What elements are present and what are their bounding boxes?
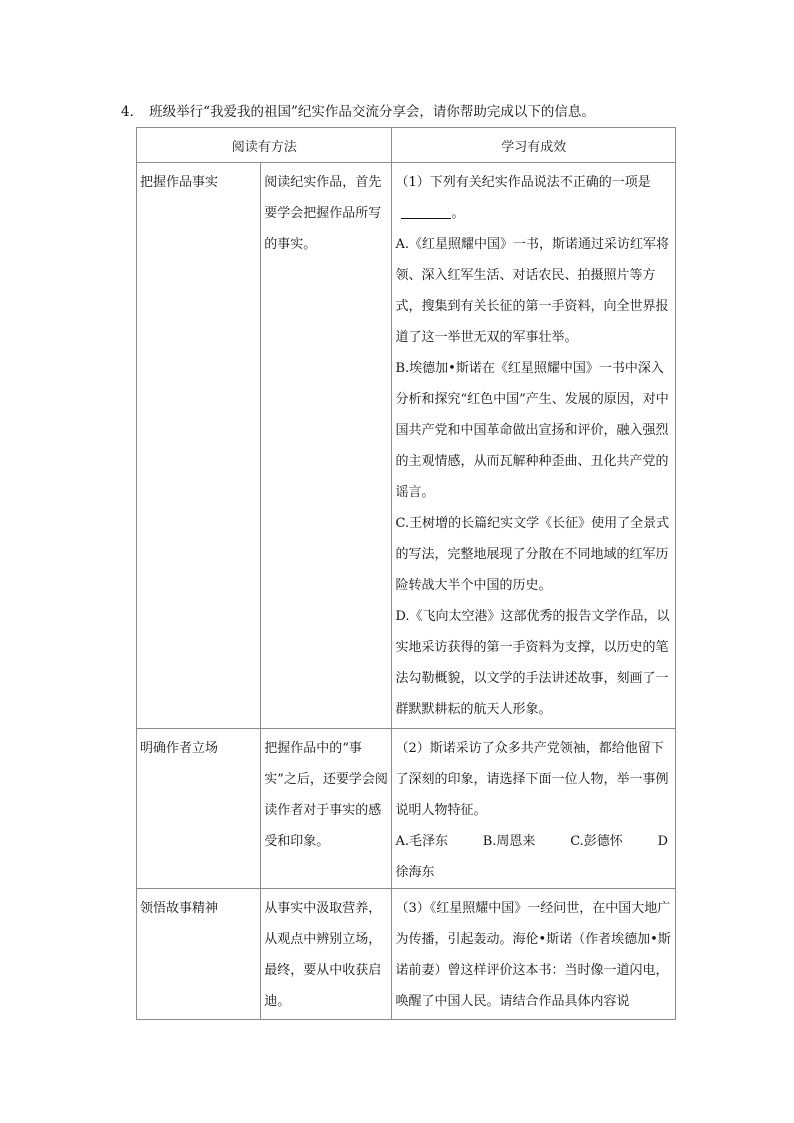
task-prompt: （1）下列有关纪实作品说法不正确的一项是。 bbox=[395, 175, 651, 221]
choice-c: C.彭德怀 bbox=[570, 834, 623, 849]
method-description: 从事实中汲取营养，从观点中辨别立场，最终，要从中收获启迪。 bbox=[264, 901, 382, 1009]
method-description: 阅读纪实作品，首先要学会把握作品所写的事实。 bbox=[264, 175, 382, 252]
choice-a: A.毛泽东 bbox=[395, 834, 448, 849]
option-d: D.《飞向太空港》这部优秀的报告文学作品，以实地采访获得的第一手资料为支撑，以历史的笔法勾勒概貌，以文学的手法讲述故事，刻画了一群默默耕耘的航天人形象。 bbox=[395, 609, 670, 717]
method-label: 领悟故事精神 bbox=[140, 901, 219, 916]
task-prompt: （3）《红星照耀中国》一经问世，在中国大地广为传播，引起轰动。海伦•斯诺（作者埃德加•斯诺前妻）曾这样评价这本书：当时像一道闪电，唤醒了中国人民。请结合作品具体内容说 bbox=[395, 901, 671, 1009]
choice-b: B.周恩来 bbox=[482, 834, 536, 849]
choice-d-name: 徐海东 bbox=[395, 865, 435, 880]
option-b: B.埃德加•斯诺在《红星照耀中国》一书中深入分析和探究“红色中国”产生、发展的原因，对中国共产党和中国革命做出宣扬和评价，融入强烈的主观情感，从而瓦解种种歪曲、丑化共产党的谣言。 bbox=[395, 361, 669, 500]
task-cell bbox=[392, 163, 675, 725]
info-table bbox=[136, 127, 676, 1020]
method-label: 明确作者立场 bbox=[140, 741, 219, 756]
option-a: A.《红星照耀中国》一书，斯诺通过采访红军将领、深入红军生活、对话农民、拍摄照片等方式，搜集到有关长征的第一手资料，向全世界报道了这一举世无双的军事壮举。 bbox=[395, 237, 669, 345]
table-row bbox=[137, 163, 676, 729]
answer-blank[interactable] bbox=[401, 204, 451, 219]
method-description: 把握作品中的“事实”之后，还要学会阅读作者对于事实的感受和印象。 bbox=[264, 741, 388, 849]
table-header-row bbox=[137, 128, 676, 163]
question-text: 班级举行“我爱我的祖国”纪实作品交流分享会，请你帮助完成以下的信息。 bbox=[149, 104, 595, 120]
header-reading-method: 阅读有方法 bbox=[137, 128, 392, 163]
question-stem bbox=[121, 103, 681, 121]
method-label: 把握作品事实 bbox=[140, 175, 219, 190]
option-c: C.王树增的长篇纪实文学《长征》使用了全景式的写法，完整地展现了分散在不同地域的红军历险转战大半个中国的历史。 bbox=[395, 516, 670, 593]
table-row bbox=[137, 889, 676, 1020]
task-prompt: （2）斯诺采访了众多共产党领袖，都给他留下了深刻的印象，请选择下面一位人物，举一事例说明人物特征。 bbox=[395, 741, 669, 818]
task-cell bbox=[392, 729, 675, 888]
header-learning-result: 学习有成效 bbox=[392, 128, 676, 163]
task-cell bbox=[392, 889, 675, 1017]
table-row bbox=[137, 729, 676, 889]
choice-d: D bbox=[657, 834, 668, 849]
question-number: 4． bbox=[121, 104, 144, 120]
person-choices bbox=[395, 826, 672, 857]
